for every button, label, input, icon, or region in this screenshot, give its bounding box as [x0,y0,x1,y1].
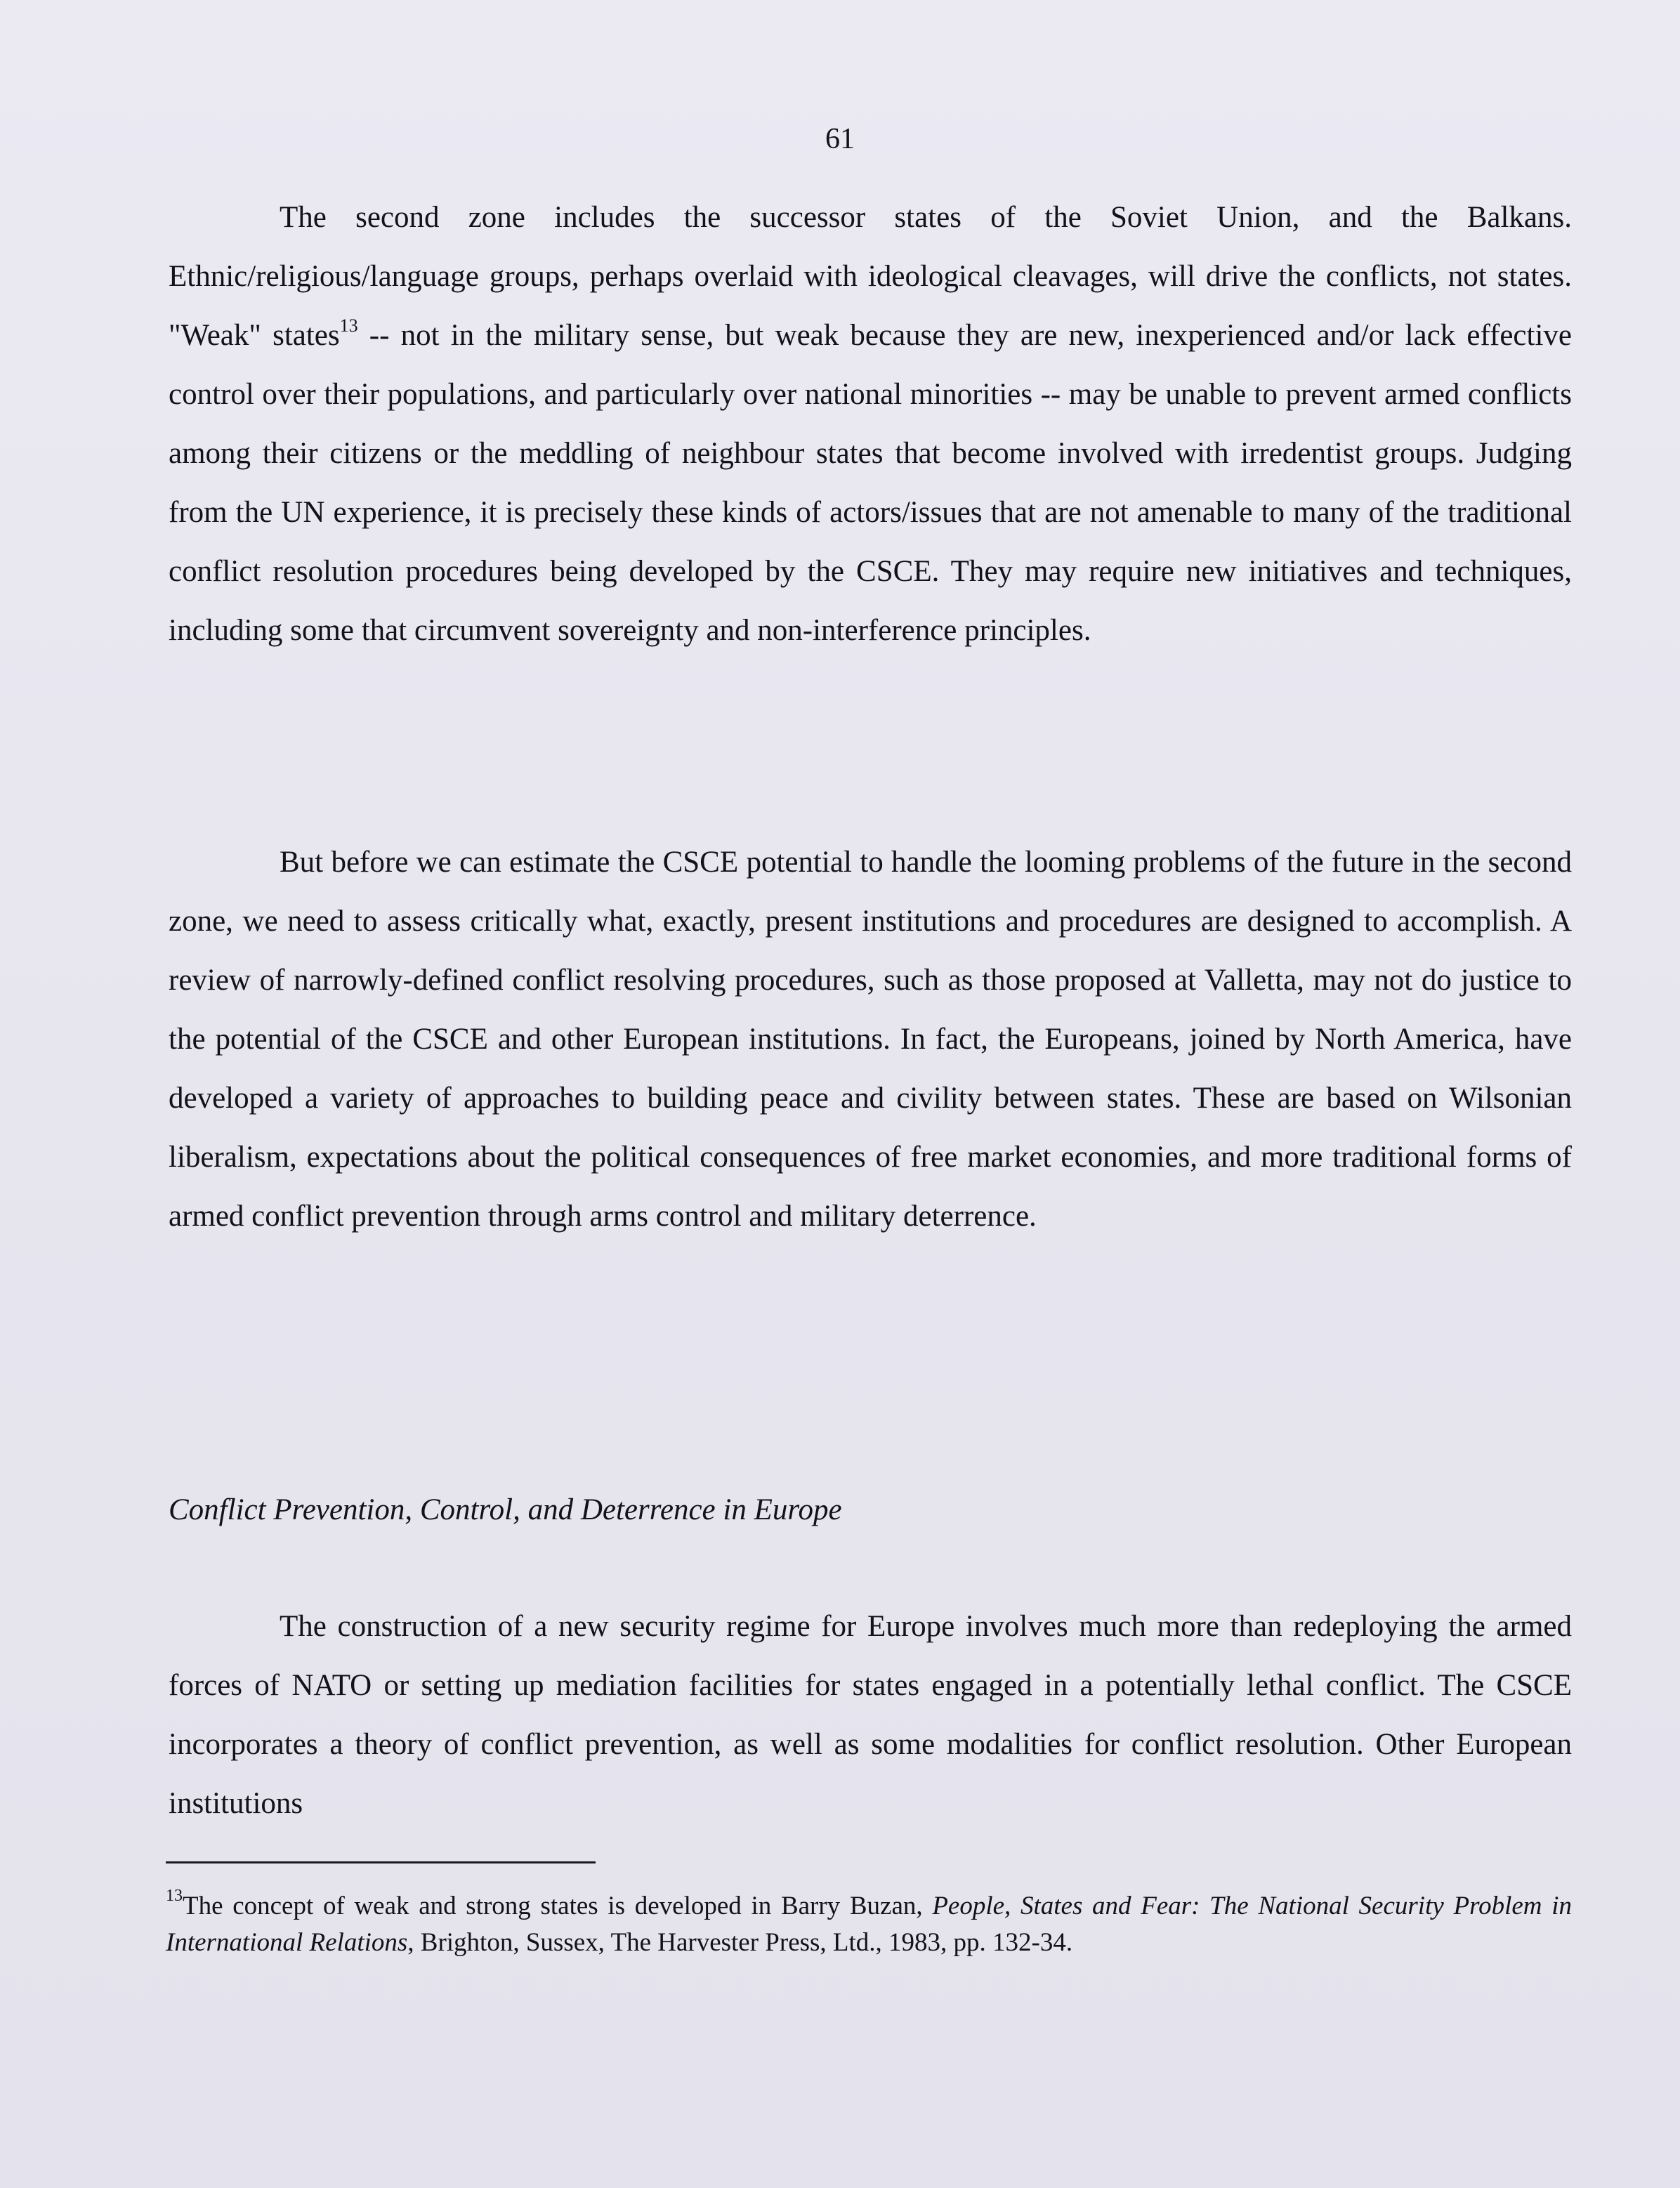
page-number: 61 [825,123,855,155]
footnote [166,1888,1572,1961]
footnote-book-title: People, States and Fear: The National Security Problem in International Relations [166,1892,1572,1957]
footnote-marker: 13 [166,1886,183,1905]
paragraph-second-zone [169,188,1572,660]
paragraph-text: The second zone includes the successor states of the Soviet Union, and the Balkans. Ethnic/religious/language groups, perhaps overlaid with ideological cleavages, will drive the conflicts, not states. "Weak" states [169,201,1572,352]
footnote-reference: 13 [339,315,358,336]
paragraph-csce-potential: But before we can estimate the CSCE potential to handle the looming problems of the future in the second zone, we need to assess critically what, exactly, present institutions and procedures are designed to accomplish. A review of narrowly-defined conflict resolving procedures, such as those proposed at Valletta, may not do justice to the potential of the CSCE and other European institutions. In fact, the Europeans, joined by North America, have developed a variety of approaches to building peace and civility between states. These are based on Wilsonian liberalism, expectations about the political consequences of free market economies, and more traditional forms of armed conflict prevention through arms control and military deterrence. [169,846,1572,1233]
footnote-text: The concept of weak and strong states is developed in Barry Buzan, [183,1892,933,1920]
footnote-divider [166,1861,596,1863]
section-heading: Conflict Prevention, Control, and Deterrence in Europe [169,1493,842,1526]
footnote-text: , Brighton, Sussex, The Harvester Press, Ltd., 1983, pp. 132-34. [407,1928,1073,1957]
paragraph-security-regime: The construction of a new security regime for Europe involves much more than redeploying the armed forces of NATO or setting up mediation facilities for states engaged in a potentially lethal conflict. The CSCE incorporates a theory of conflict prevention, as well as some modalities for conflict resolution. Other European institutions [169,1610,1572,1820]
paragraph-text: -- not in the military sense, but weak because they are new, inexperienced and/or lack effective control over their populations, and particularly over national minorities -- may be unable to prevent armed conflicts among their citizens or the meddling of neighbour states that become involved with irredentist groups. Judging from the UN experience, it is precisely these kinds of actors/issues that are not amenable to many of the traditional conflict resolution procedures being developed by the CSCE. They may require new initiatives and techniques, including some that circumvent sovereignty and non-interference principles. [169,319,1572,647]
